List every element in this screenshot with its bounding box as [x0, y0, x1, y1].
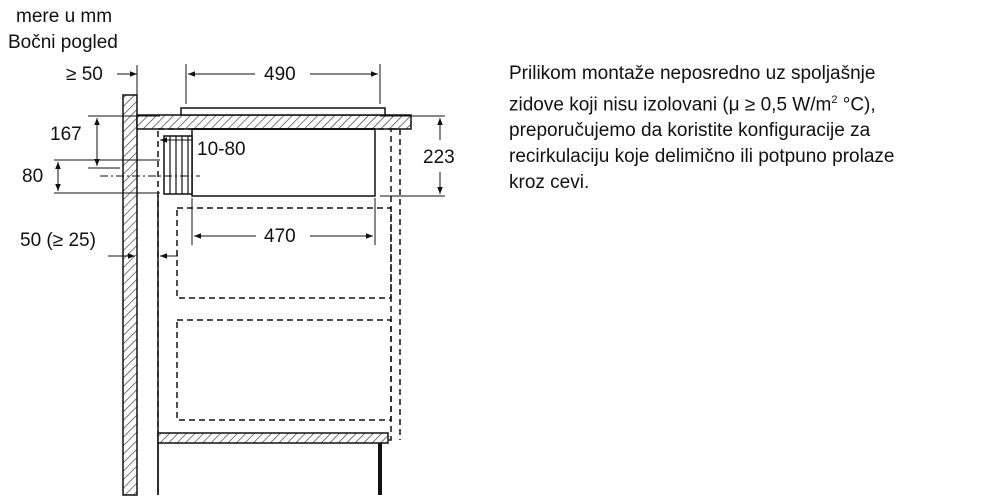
- note-line-5: kroz cevi.: [509, 172, 590, 194]
- wall: [123, 95, 137, 495]
- dim-height-223: 223: [423, 147, 455, 168]
- view-label: Bočni pogled: [8, 32, 118, 53]
- units-label: mere u mm: [16, 6, 113, 27]
- installation-note: [509, 61, 989, 196]
- countertop: [137, 115, 411, 129]
- note-line-2: zidove koji nisu izolovani (μ ≥ 0,5 $W/m^2$ °C),: [509, 94, 876, 116]
- dim-back-gap: 50 (≥ 25): [20, 230, 96, 251]
- drawer-lower: [177, 320, 391, 420]
- dim-top-width: 490: [264, 64, 296, 85]
- dim-depth-80: 80: [22, 166, 44, 187]
- dim-gap-10-80: 10-80: [197, 139, 246, 160]
- note-line-1: Prilikom montaže neposredno uz spoljašnje: [509, 63, 876, 84]
- note-line-4: recirkulaciju koje delimično ili potpuno prolaze: [509, 146, 895, 168]
- dim-depth-167: 167: [50, 124, 82, 145]
- dim-top-clearance: ≥ 50: [66, 64, 103, 85]
- cabinet-bottom: [158, 433, 388, 443]
- dim-inner-width: 470: [264, 226, 296, 247]
- cooktop-glass: [181, 108, 385, 115]
- drawer-upper: [177, 208, 391, 298]
- note-line-3: preporučujemo da koristite konfiguracije za: [509, 120, 871, 142]
